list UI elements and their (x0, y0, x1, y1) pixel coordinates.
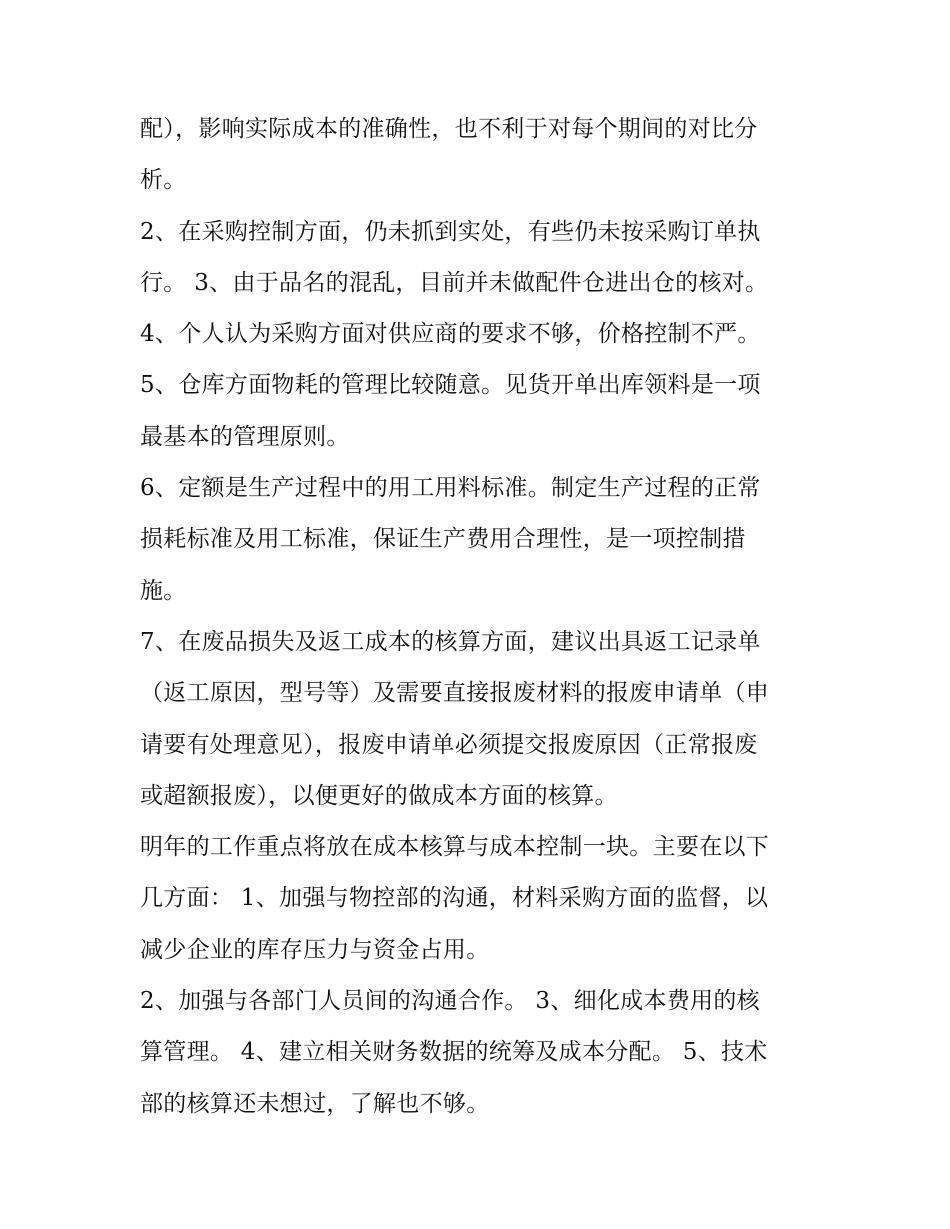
text-line: 析。 (140, 167, 187, 194)
text-line: 6、定额是生产过程中的用工用料标准。制定生产过程的正常 (140, 475, 761, 502)
text-line: 或超额报废），以便更好的做成本方面的核算。 (140, 782, 618, 809)
text-line: 损耗标准及用工标准，保证生产费用合理性，是一项控制措 (140, 526, 746, 553)
text-line: 4、个人认为采购方面对供应商的要求不够，价格控制不严。 (140, 321, 761, 348)
text-line: 5、仓库方面物耗的管理比较随意。见货开单出库领料是一项 (140, 372, 761, 399)
document-body (140, 104, 820, 1130)
text-line: 部的核算还未想过，了解也不够。 (140, 1090, 490, 1117)
text-line: 施。 (140, 577, 187, 604)
text-line: 配），影响实际成本的准确性，也不利于对每个期间的对比分 (140, 116, 758, 142)
text-line: 几方面： 1、加强与物控部的沟通，材料采购方面的监督，以 (140, 885, 769, 912)
text-line: 明年的工作重点将放在成本核算与成本控制一块。主要在以下 (140, 834, 770, 861)
text-line: 算管理。 4、建立相关财务数据的统筹及成本分配。 5、技术 (140, 1039, 768, 1066)
text-line: 最基本的管理原则。 (140, 423, 350, 450)
text-line: 2、加强与各部门人员间的沟通合作。 3、细化成本费用的核 (140, 988, 760, 1015)
text-line: 2、在采购控制方面，仍未抓到实处，有些仍未按采购订单执 (140, 218, 761, 245)
text-line: （返工原因，型号等）及需要直接报废材料的报废申请单（申 (140, 680, 770, 707)
text-line: 行。 3、由于品名的混乱，目前并未做配件仓进出仓的核对。 (140, 269, 769, 296)
text-line: 请要有处理意见），报废申请单必须提交报废原因（正常报废 (140, 731, 758, 758)
text-line: 7、在废品损失及返工成本的核算方面，建议出具返工记录单 (140, 628, 761, 655)
text-line: 减少企业的库存压力与资金占用。 (140, 936, 490, 963)
